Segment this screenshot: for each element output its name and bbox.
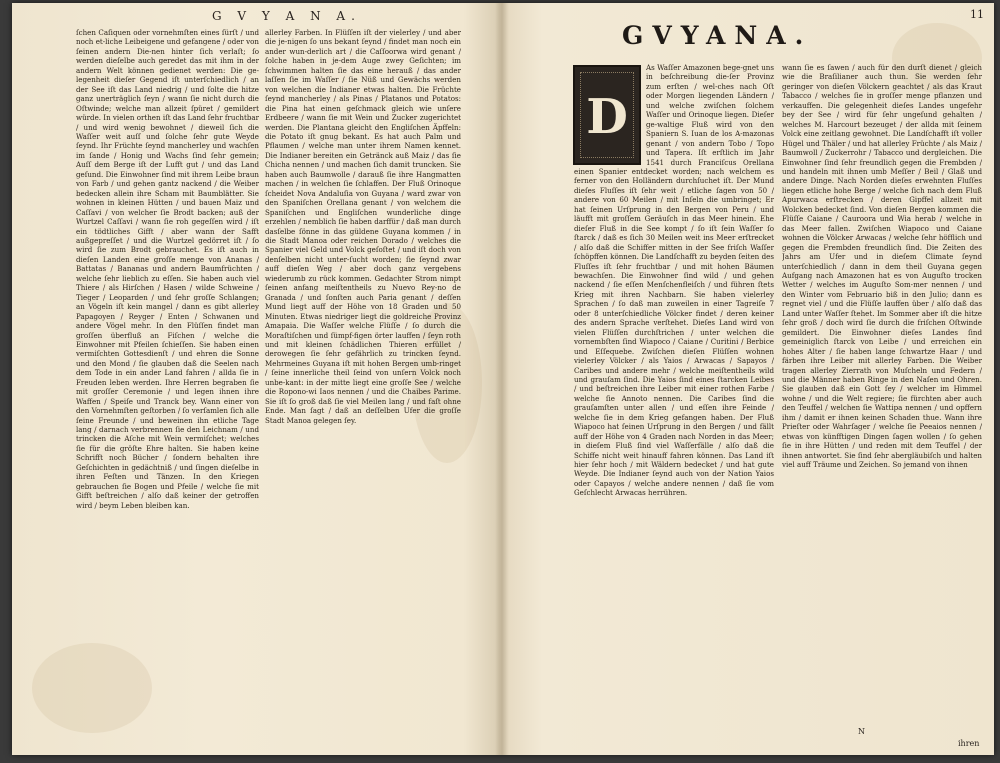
book-spread: [12, 3, 994, 755]
right-column-1-text: As Waſſer Amazonen bege-gnet uns in beſchreibung die-ſer Provinz zum erſten / wel-ches nach Oſt oder Morgen liegenden Ländern / und welche zwiſchen ſolchem Waſſer und Orinoque liegen. Dieſer ge-waltige Fluß wird von den Spaniern S. Iuan de los A-mazonas genant / von andern Tobo / Topo und Tapera. Iſt erſtlich im Jahr 1541 durch Franciſcus Orellana einen Spanier entdecket worden; nach welchem es ferner von den Holländern durchſuchet iſt. Der Mund dieſes Fluſſes iſt ſehr weit / etliche ſagen von 50 / andere von 60 Meilen / mit Inſeln die umbringet; Er hat ſeinen Urſprung in den Bergen von Peru / und läufft mit groſſem Geräuſch in das Meer hinein. Ehe dieſer Fluß in die See kompt / ſo iſt ſein Waſſer ſo ſtarck / daß es ſich 30 Meilen weit ins Meer erſtrecket / alſo daß die Schiffer mitten in der See friſch Waſſer ſchöpffen können. Die Landſchafft zu beyden ſeiten des Fluſſes iſt ſehr fruchtbar / und mit hohen Bäumen bewachſen. Die Einwohner ſind wild / und gehen nackend / ſie eſſen Menſchenfleiſch / und führen ſtets Krieg mit ihren Nachbarn. Sie haben vielerley Sprachen / ſo daß man zuweilen in einer Tagreiſe 7 oder 8 unterſchiedliche Völcker findet / deren keiner des andern Sprache verſtehet. Dieſes Land wird von vielen Flüſſen durchſtrichen / unter welchen die vornembſten ſind Wiapoco / Caiane / Curitini / Berbice und Eſſequebe. Zwiſchen dieſen Flüſſen wohnen vielerley Völcker / als Yaios / Arwacas / Sapayos / Caribes und andere mehr / welche meiſtentheils wild und grauſam ſind. Die Yaios ſind eines ſtarcken Leibes / und beſtreichen ihre Leiber mit einer rothen Farbe / welche ſie Annoto nennen. Die Caribes ſind die grauſamſten unter allen / und eſſen ihre Feinde / welche ſie in dem Krieg gefangen haben. Der Fluß Wiapoco hat ſeinen Urſprung in den Bergen / und fällt auff der Höhe von 4 Graden nach Norden in das Meer; in dieſem Fluß ſind viel Waſſerfälle / alſo daß die Schiffe nicht weit hinauff fahren können. Das Land iſt hier ſehr hoch / mit Wäldern bedecket / und hat gute Weyde. Die Indianer ſeynd auch von der Nation Yaios oder Capayos / welche andere nennen / daß ſie vom Geſchlecht Arwacas herrühren.: [574, 63, 774, 498]
right-column-1: [574, 63, 774, 753]
initial-letter: D: [586, 89, 628, 145]
right-column-2: [782, 63, 982, 728]
left-column-1: [76, 28, 259, 708]
signature-mark: N: [858, 727, 865, 736]
right-column-2-text: wann ſie es ſawen / auch für den durſt dienet / gleich wie die Braſilianer auch thun. Sie werden ſehr geringer von dieſen Völckern geachtet / als das Kraut Tabacco / welches ſie in groſſer menge pflanzen und verkauffen. Die gelegenheit dieſes Landes ungefehr bey der See / wird für ſehr ungeſund gehalten / welches M. Harcourt bezeuget / der allda mit ſeinem Volck eine zeitlang gewohnet. Die Landſchafft iſt voller Hügel und Thäler / und hat allerley Früchte / als Maiz / Baumwoll / Zuckerrohr / Tabacco und dergleichen. Die Einwohner ſind ſehr freundlich gegen die Frembden / und handeln mit ihnen umb Meſſer / Beil / Glaß und andere Dinge. Nach Norden dieſes erwehnten Fluſſes liegen etliche hohe Berge / welche ſich nach dem Fluß Apurwaca erſtrecken / deren Gipffel allzeit mit Wolcken bedecket ſind. Von dieſen Bergen kommen die Flüſſe Caiane / Cauroora und Wia herab / welche in das Meer fallen. Zwiſchen Wiapoco und Caiane wohnen die Völcker Arwacas / welche ſehr höfflich und gegen die Frembden freundlich ſind. Die Zeiten des Jahrs am Ufer und in dieſem Climate ſeynd unterſchiedlich / dann in dem theil Guyana gegen Aufgang nach Amazonen hat es von Auguſto trocken Wetter / welches im Auguſto Som-mer nennen / und den Winter vom Februario biß in den Julio; dann es regnet viel / und die Flüſſe lauffen über / alſo daß das Land unter Waſſer ſtehet. Im Sommer aber iſt die hitze ſehr groß / doch wird ſie durch die friſchen Oſtwinde gemildert. Die Einwohner dieſes Landes ſind gemeiniglich ſtarck von Leibe / und erreichen ein hohes Alter / ſie haben lange ſchwartze Haar / und färben ihre Leiber mit allerley Farben. Die Weiber tragen allerley Zierrath von Muſcheln und Federn / und die Männer haben Ringe in den Naſen und Ohren. Sie glauben daß ein Gott ſey / welcher im Himmel wohne / und die Welt regiere; ſie fürchten aber auch den Teuffel / welchen ſie Wattipa nennen / und opffern ihm / damit er ihnen keinen Schaden thue. Wann ihre Prieſter oder Wahrſager / welche ſie Peeaios nennen / etwas von künfftigen Dingen ſagen wollen / ſo gehen ſie in ihre Hütten / und reden mit dem Teuffel / der ihnen antwortet. Sie ſind ſehr abergläubiſch und halten viel auff Träume und Zeichen. So jemand von ihnen: [782, 63, 982, 470]
gutter-fold: [495, 3, 509, 755]
page-number: 11: [970, 8, 984, 21]
left-column-2: [265, 28, 461, 718]
running-head: G V Y A N A.: [212, 9, 361, 23]
left-column-1-text: ſchen Caſiquen oder vornehmſten eines ſürſt / und noch et-liche Leibeigene und gefangene / oder von ſeinen andern Die-nen hinter ſich verlaſt; ſo werden dieſelbe auch geredet das mit ihm in der andern Welt können gedienet werden: Die ge-legenheit dieſer Gegend iſt unterſchiedlich / an der See iſt das Land niedrig / und ſolte die hitze ganz unerträglich ſeyn / wann ſie nicht durch die Oſtwinde; welche man allzeit ſpüret / gemildert würde. In vielen orthen iſt das Land ſehr fruchtbar / und wird wenig bewohnet / dieweil ſich die Waſſer weit auſſ und ſolche ſehr gute Weyde ſeynd. Ihr Früchte ſeynd mancherley und wachſen im ſande / Honig und Wachs ſind ſehr gemein; Auſſ dem Berge iſt der Lufft gut / und das Land geſund. Die Einwohner ſind mit ihrem Leibe braun von Farb / und gehen gantz nackend / die Weiber bedecken allein ihre Scham mit Baumblätter. Sie wohnen in kleinen Hütten / und bauen Maiz und Caſſavi / von welcher ſie Brodt backen; auß der Wurtzel Caſſavi / wann ſie roh gegeſſen wird / iſt ein tödtliches Gifft / aber wann der Safft außgepreſſet / und die Wurtzel gedörret iſt / ſo wird ſie zum Brodt gebrauchet. Es iſt auch in dieſen Landen eine groſſe menge von Ananas / Battatas / Bananas und andern Baumfrüchten / welche ſehr lieblich zu eſſen. Sie haben auch viel Thiere / als Hirſchen / Hasen / wilde Schweine / Tieger / Leoparden / und ſehr groſſe Schlangen; an Vögeln iſt kein mangel / dann es gibt allerley Papagoyen / Reyger / Enten / Schwanen und andere Vögel mehr. In den Flüſſen findet man groſſen überfluß an Fiſchen / welche die Einwohner mit Pfeilen ſchieſſen. Sie haben einen vermiſchten Gottesdienſt / und ehren die Sonne und den Mond / ſie glauben daß die Seelen nach dem Tode in ein ander Land fahren / allda ſie in Freuden leben werden. Ihre Herren begraben ſie mit groſſer Ceremonie / und legen ihnen ihre Waffen / Speiſe und Tranck bey. Wann einer von den Vornehmſten geſtorben / ſo verſamlen ſich alle ſeine Freunde / und beweinen ihn etliche Tage lang / darnach verbrennen ſie den Leichnam / und trincken die Aſche mit Wein vermiſchet; welches ſie für die gröſte Ehre halten. Sie haben keine Schrifft noch Bücher / ſondern behalten ihre Geſchichten in gedächtniß / und ſingen dieſelbe in ihren Feſten und Tänzen. In den Kriegen gebrauchen ſie Bogen und Pfeile / welche ſie mit Gifft beſtreichen / alſo daß keiner der getroffen wird / beym Leben bleiben kan.: [76, 28, 259, 510]
page-title: GVYANA.: [622, 21, 813, 50]
left-column-2-text: allerley Farben. In Flüſſen iſt der vielerley / und aber die je-nigen ſo uns bekant ſeynd / findet man noch ein ander wun-derlich art / die Caſſoorwa wird genant / ſolche haben in je-dem Auge zwey Geſichten; im ſchwimmen halten ſie das eine herauß / das ander laſſen ſie im Waſſer / ſie Nüß und Gewächs werden von welchen die Indianer etwas halten. Die Früchte ſeynd mancherley / als Pinas / Platanos und Potatos: die Pina hat einen geſchmack gleich wie unſere Erdbeere / wann ſie mit Wein und Zucker zugerichtet werden. Die Plantana gleicht den Engliſchen Äpffeln: die Potato iſt gnug bekant. Es hat auch Palm und Pflaumen / welche man unter ihrem Namen kennet. Die Indianer bereiten ein Getränck auß Maiz / das ſie Chicha nennen / und machen ſich damit truncken. Sie haben auch Baumwolle / darauß ſie ihre Hangmatten machen / in welchen ſie ſchlaffen. Der Fluß Orinoque ſcheidet Nova Andaluſia von Guyana / ward zwar von den Spaniſchen Orellana genant / von welchem die Spaniſchen und Engliſchen wunderliche dinge erzehlen / nemblich ſie haben darffür / daß man durch dasſelbe ſönne in das güldene Guyana kommen / in die Stadt Manoa oder reichen Dorado / welches die Spanier viel Geld und Volck geſoſtet / und iſt doch von denſelben nicht unter-ſucht worden; ſie ſeynd zwar auff dieſen Weg / aber doch ganz vergebens wiederumb zu rück kommen. Gedachter Strom nimpt ſeinen anfang meiſtentheils zu Nuevo Rey-no de Granada / und ſonſten auch Paria genant / deſſen Mund liegt auff der Höhe von 18 Graden und 50 Minuten. Etwas niedriger liegt die goldreiche Provinz Amapaia. Die Waſſer welche Flüſſe / ſo durch die Moraſtiſchen und ſümpf-figen örter lauffen / ſeyn roth und mit kleinen ſchädlichen Thieren erfüllet / derowegen ſie ſehr gefährlich zu trincken ſeynd. Mehrmeines Guyana iſt mit hohen Bergen umb-ringet / ſeine innerliche theil ſeind von unſern Volck noch unbe-kant: in der mitte liegt eine groſſe See / welche die Ropono-wi Iaos nennen / und die Chaibes Parime. Sie iſt ſo groß daß ſie viel Meilen lang / und faſt ohne Ende. Man ſagt / daß an deſſelben Ufer die groſſe Stadt Manoa gelegen ſey.: [265, 28, 461, 425]
catchword: ihren: [958, 739, 980, 748]
